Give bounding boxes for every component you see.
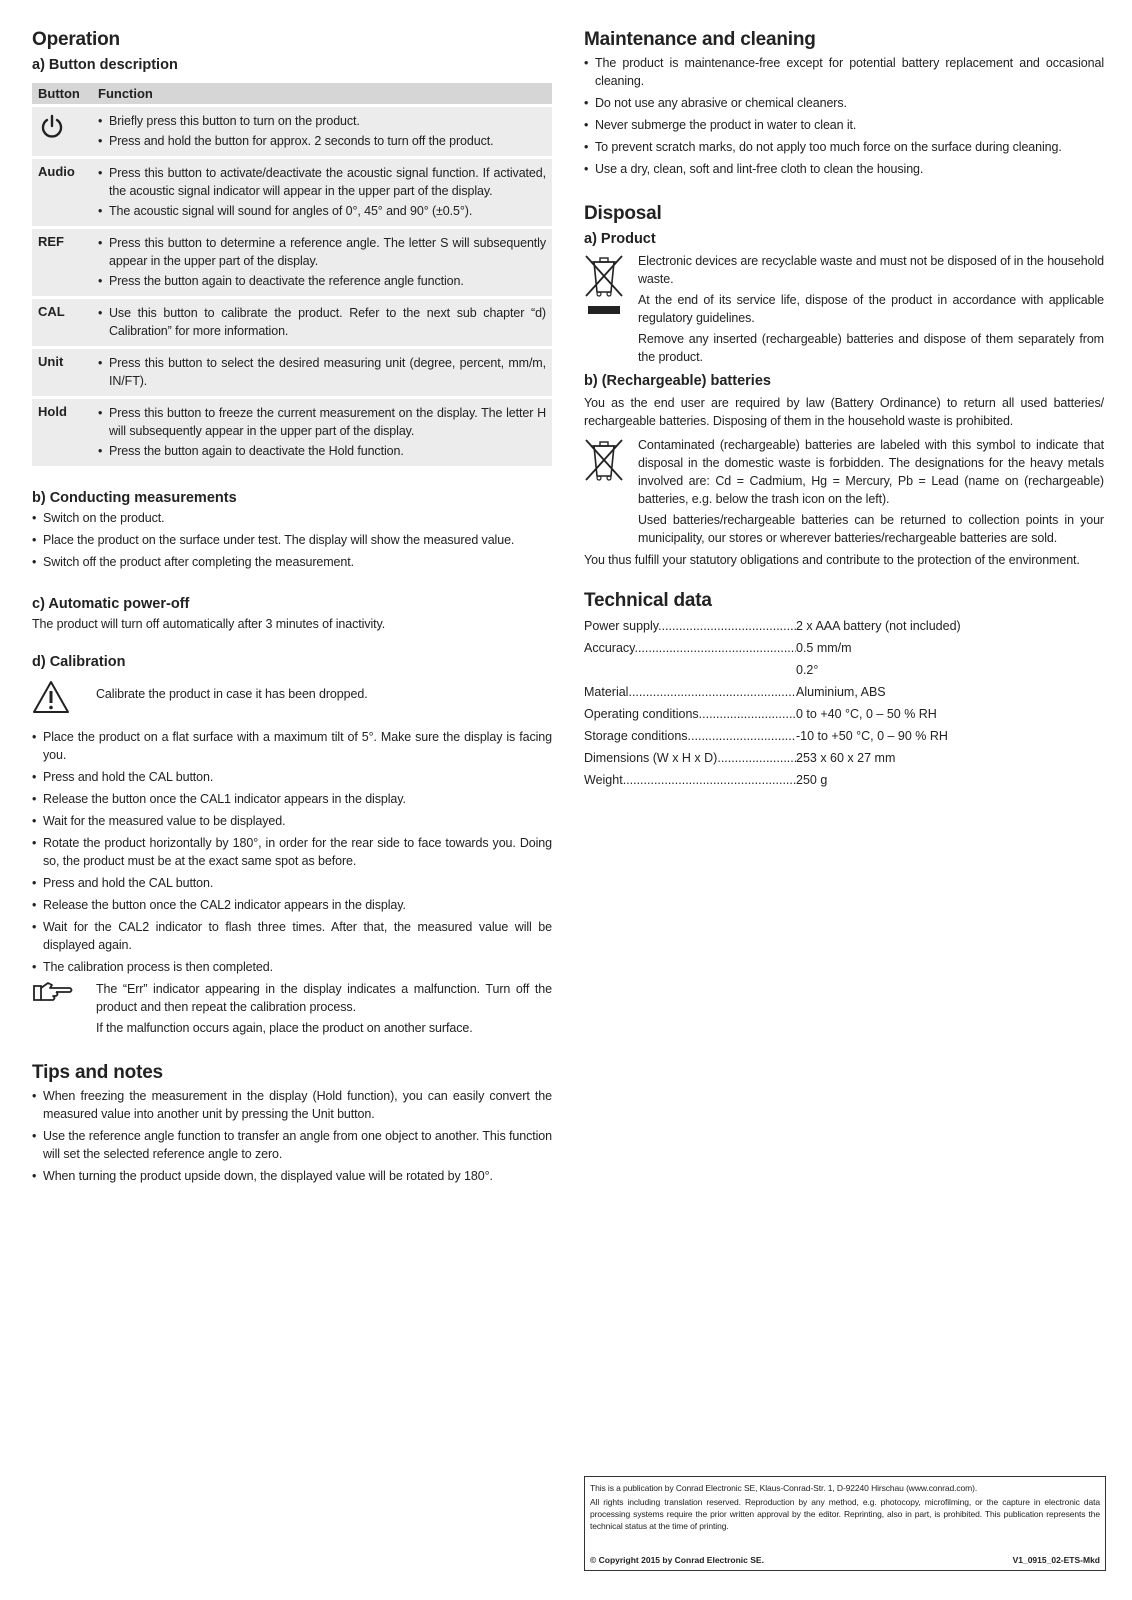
technical-title: Technical data: [584, 590, 712, 611]
list-item: • Use a dry, clean, soft and lint-free cloth to clean the housing.: [584, 160, 1104, 178]
table-row: [584, 769, 1104, 791]
footer-version: V1_0915_02-ETS-Mkd: [1012, 1555, 1100, 1565]
tech-value: Aluminium, ABS: [796, 685, 886, 699]
list-item: • The calibration process is then completed.: [32, 958, 552, 976]
table-header-function: Function: [92, 83, 552, 104]
maintenance-title: Maintenance and cleaning: [584, 29, 816, 50]
footer-line2: All rights including translation reserved. Reproduction by any method, e.g. photocopy, microfilming, or the capture in electronic data processing systems require the prior written approval by the editor. Reprinting, also in part, is prohibited. This publication represents the technical status at the time of printing.: [590, 1497, 1100, 1531]
crossed-bin-icon: [584, 305, 624, 322]
calibration-note-1: The “Err” indicator appearing in the display indicates a malfunction. Turn off the product and then repeat the calibration process.: [96, 982, 552, 1014]
tech-value: 2 x AAA battery (not included): [796, 619, 961, 633]
table-row: [584, 725, 1104, 747]
list-item: • Use this button to calibrate the product. Refer to the next sub chapter “d) Calibration” for more information.: [98, 304, 546, 340]
right-column: [584, 26, 1104, 791]
batteries-p4: You thus fulfill your statutory obligations and contribute to the protection of the environment.: [584, 553, 1080, 567]
button-description-title: a) Button description: [32, 57, 178, 73]
tech-value: -10 to +50 °C, 0 – 90 % RH: [796, 729, 948, 743]
list-item: • Wait for the CAL2 indicator to flash three times. After that, the measured value will be displayed again.: [32, 918, 552, 954]
calibration-warning: Calibrate the product in case it has been dropped.: [96, 687, 368, 701]
disposal-title: Disposal: [584, 203, 662, 224]
list-item: • Wait for the measured value to be displayed.: [32, 812, 552, 830]
list-item: • Release the button once the CAL2 indicator appears in the display.: [32, 896, 552, 914]
tech-label: Weight .....: [584, 769, 796, 791]
button-key: Audio: [32, 159, 92, 226]
list-item: • Press and hold the CAL button.: [32, 768, 552, 786]
list-item: • Switch on the product.: [32, 509, 552, 527]
table-row: [584, 681, 1104, 703]
button-key: Unit: [32, 349, 92, 396]
list-item: • Press and hold the CAL button.: [32, 874, 552, 892]
list-item: • Rotate the product horizontally by 180°, in order for the rear side to face towards you. Doing so, the product must be at the exact same spot as before.: [32, 834, 552, 870]
disposal-product-title: a) Product: [584, 231, 656, 247]
button-key: CAL: [32, 299, 92, 346]
table-row: [584, 747, 1104, 769]
calibration-title: d) Calibration: [32, 654, 126, 670]
list-item: • Switch off the product after completing the measurement.: [32, 553, 552, 571]
tech-value: 0.5 mm/m: [796, 641, 852, 655]
tech-label: Material .....: [584, 681, 796, 703]
disposal-product-p3: Remove any inserted (rechargeable) batteries and dispose of them separately from the product.: [638, 332, 1104, 364]
calibration-note-2: If the malfunction occurs again, place the product on another surface.: [96, 1021, 473, 1035]
table-row: [32, 399, 552, 466]
autooff-text: The product will turn off automatically after 3 minutes of inactivity.: [32, 617, 386, 631]
technical-table: [584, 615, 1104, 791]
footer-line1: This is a publication by Conrad Electronic SE, Klaus-Conrad-Str. 1, D-92240 Hirschau (www.conrad.com).: [590, 1483, 978, 1493]
publication-footer: [584, 1476, 1106, 1571]
list-item: • Press this button to select the desired measuring unit (degree, percent, mm/m, IN/FT).: [98, 354, 546, 390]
list-item: • Press this button to activate/deactivate the acoustic signal function. If activated, the acoustic signal indicator will appear in the upper part of the display.: [98, 164, 546, 200]
left-column: [32, 26, 552, 1189]
table-row: [32, 299, 552, 346]
list-item: • Press the button again to deactivate the Hold function.: [98, 442, 546, 460]
button-key: REF: [32, 229, 92, 296]
operation-title: Operation: [32, 29, 120, 50]
list-item: • Never submerge the product in water to clean it.: [584, 116, 1104, 134]
list-item: • Place the product on the surface under test. The display will show the measured value.: [32, 531, 552, 549]
tech-value: 250 g: [796, 773, 828, 787]
autooff-title: c) Automatic power-off: [32, 596, 190, 612]
list-item: • To prevent scratch marks, do not apply too much force on the surface during cleaning.: [584, 138, 1104, 156]
power-icon: [38, 128, 64, 143]
footer-copyright: © Copyright 2015 by Conrad Electronic SE.: [590, 1555, 764, 1565]
disposal-product-p2: At the end of its service life, dispose of the product in accordance with applicable regulatory guidelines.: [638, 293, 1104, 325]
list-item: • Do not use any abrasive or chemical cleaners.: [584, 94, 1104, 112]
tech-label: Accuracy .....: [584, 637, 796, 659]
tech-label: Power supply .....: [584, 615, 796, 637]
pointing-hand-icon: [32, 991, 74, 1008]
button-table: [32, 80, 552, 469]
crossed-bin-battery-icon: [584, 471, 624, 488]
table-row: [32, 159, 552, 226]
batteries-p3: Used batteries/rechargeable batteries can be returned to collection points in your municipality, our stores or wherever batteries/rechargeable batteries are sold.: [638, 513, 1104, 545]
tech-label: Dimensions (W x H x D) .....: [584, 747, 796, 769]
table-row: [32, 349, 552, 396]
list-item: • Briefly press this button to turn on the product.: [98, 112, 546, 130]
warning-icon: [32, 702, 70, 719]
table-header-button: Button: [32, 83, 92, 104]
batteries-p1: You as the end user are required by law (Battery Ordinance) to return all used batteries/ rechargeable batteries. Disposing of them in the household waste is prohibited.: [584, 396, 1104, 428]
table-row: [584, 703, 1104, 725]
table-row: [32, 107, 552, 156]
list-item: • Use the reference angle function to transfer an angle from one object to another. This function will set the selected reference angle to zero.: [32, 1127, 552, 1163]
conducting-title: b) Conducting measurements: [32, 490, 237, 506]
tips-title: Tips and notes: [32, 1062, 163, 1083]
disposal-product-p1: Electronic devices are recyclable waste and must not be disposed of in the household waste.: [638, 254, 1104, 286]
list-item: • The acoustic signal will sound for angles of 0°, 45° and 90° (±0.5°).: [98, 202, 546, 220]
tech-label: Operating conditions .....: [584, 703, 796, 725]
list-item: • Press this button to determine a reference angle. The letter S will subsequently appear in the upper part of the display.: [98, 234, 546, 270]
list-item: • When freezing the measurement in the display (Hold function), you can easily convert the measured value into another unit by pressing the Unit button.: [32, 1087, 552, 1123]
list-item: • Press and hold the button for approx. 2 seconds to turn off the product.: [98, 132, 546, 150]
table-row: [32, 229, 552, 296]
tech-label: Storage conditions .....: [584, 725, 796, 747]
tech-value: 0 to +40 °C, 0 – 50 % RH: [796, 707, 937, 721]
list-item: • Press this button to freeze the current measurement on the display. The letter H will subsequently appear in the upper part of the display.: [98, 404, 546, 440]
list-item: • Release the button once the CAL1 indicator appears in the display.: [32, 790, 552, 808]
table-row: [584, 659, 1104, 681]
batteries-title: b) (Rechargeable) batteries: [584, 373, 771, 389]
tech-value: 0.2°: [796, 663, 819, 677]
list-item: • When turning the product upside down, the displayed value will be rotated by 180°.: [32, 1167, 552, 1185]
table-row: [584, 637, 1104, 659]
list-item: • Press the button again to deactivate the reference angle function.: [98, 272, 546, 290]
batteries-p2: Contaminated (rechargeable) batteries are labeled with this symbol to indicate that disposal in the domestic waste is forbidden. The designations for the heavy metals involved are: Cd = Cadmium, Hg = Mercury, Pb = Lead (name on (rechargeable) batteries, e.g. below the trash icon on the left).: [638, 438, 1104, 506]
list-item: • Place the product on a flat surface with a maximum tilt of 5°. Make sure the display is facing you.: [32, 728, 552, 764]
tech-value: 253 x 60 x 27 mm: [796, 751, 896, 765]
list-item: • The product is maintenance-free except for potential battery replacement and occasional cleaning.: [584, 54, 1104, 90]
button-key: Hold: [32, 399, 92, 466]
table-row: [584, 615, 1104, 637]
